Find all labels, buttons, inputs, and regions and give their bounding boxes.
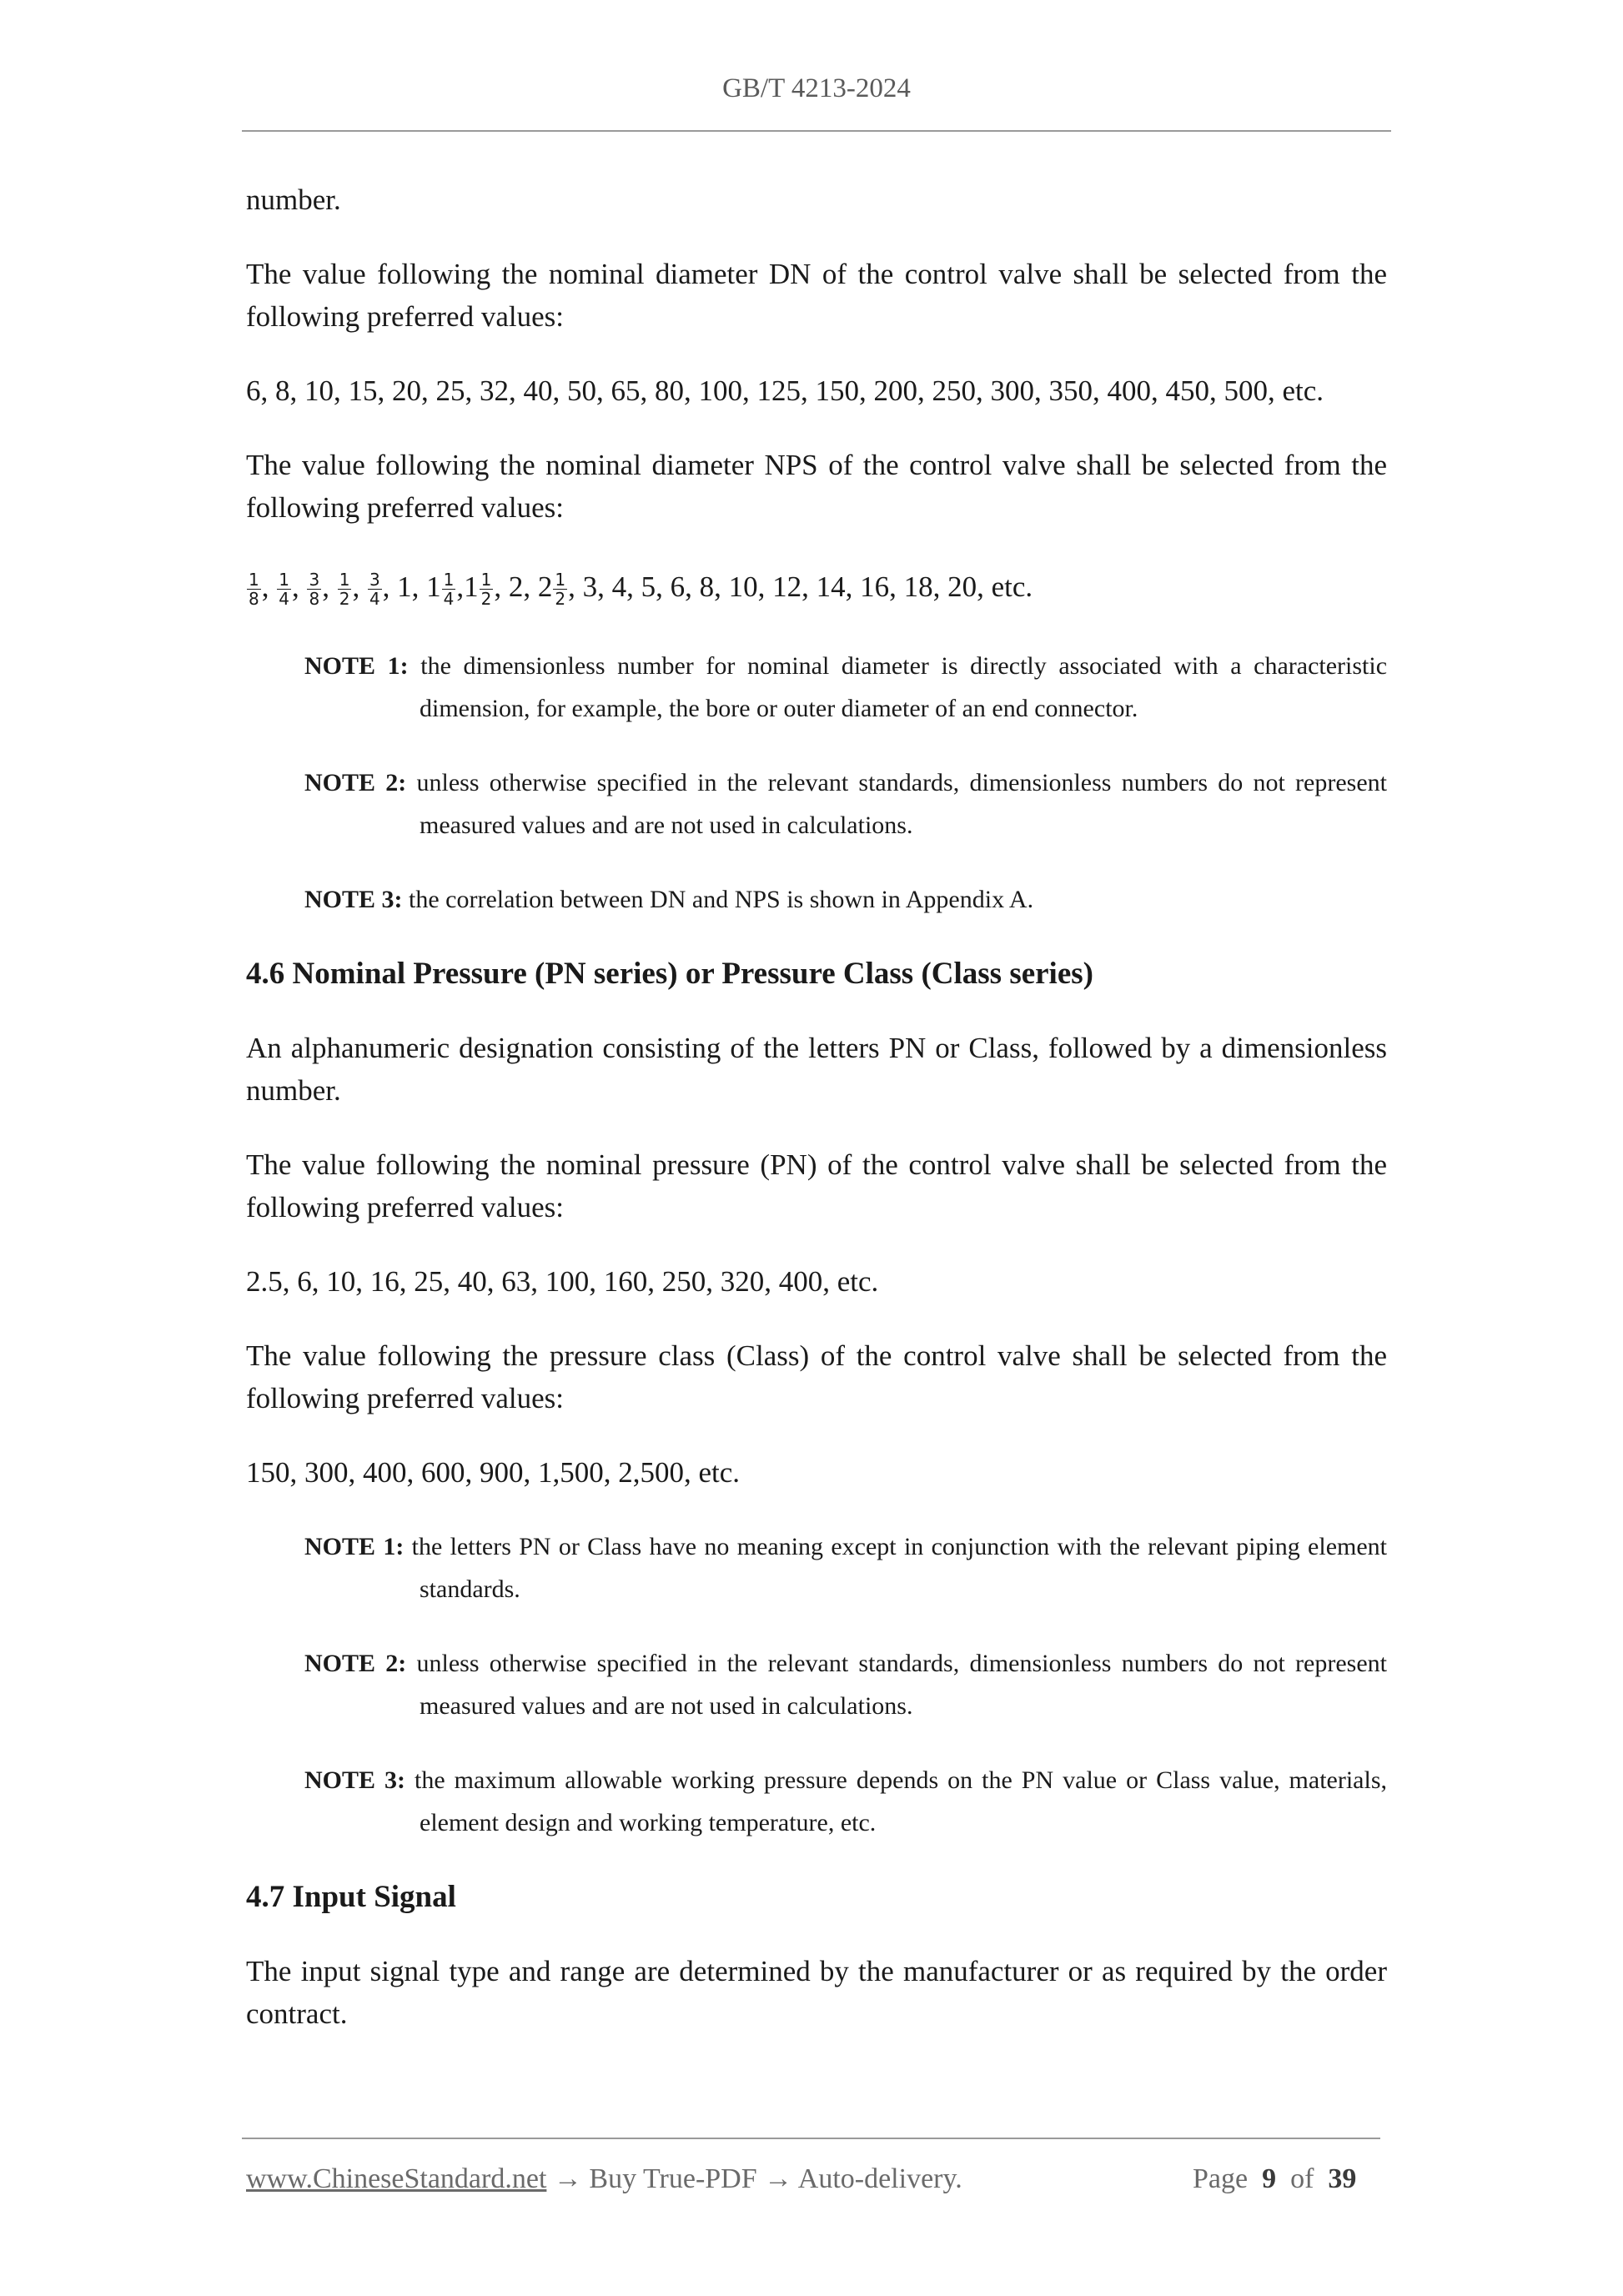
fraction-1-1-2: $\frac{1}{2}$ [480, 570, 492, 610]
nps-tail: , 3, 4, 5, 6, 8, 10, 12, 14, 16, 18, 20, etc. [568, 570, 1033, 603]
fraction-3-8: $\frac{3}{8}$ [309, 570, 320, 610]
section-heading-4-6: 4.6 Nominal Pressure (PN series) or Pressure Class (Class series) [246, 957, 1093, 992]
paragraph-pn-values: 2.5, 6, 10, 16, 25, 40, 63, 100, 160, 250, 320, 400, etc. [246, 1265, 879, 1299]
note-pressure-1: NOTE 1: the letters PN or Class have no meaning except in conjunction with the relevant piping element standards. [304, 1533, 1387, 1604]
footer-rule [242, 2138, 1380, 2139]
fraction-1-8: $\frac{1}{8}$ [249, 570, 259, 610]
page-number: Page 9 of 39 [1193, 2163, 1357, 2194]
fraction-2-1-2: $\frac{1}{2}$ [555, 570, 566, 610]
paragraph-input-signal: The input signal type and range are determined by the manufacturer or as required by the order contract. [246, 1955, 1387, 2031]
paragraph-class-intro: The value following the pressure class (Class) of the control valve shall be selected from the following preferred values: [246, 1339, 1387, 1415]
note-pressure-2: NOTE 2: unless otherwise specified in the relevant standards, dimensionless numbers do not represent measured values and are not used in calculations. [304, 1650, 1387, 1721]
fraction-1-4: $\frac{1}{4}$ [279, 570, 289, 610]
note-pressure-3: NOTE 3: the maximum allowable working pressure depends on the PN value or Class value, materials, element design and working temperature, etc. [304, 1766, 1388, 1837]
paragraph-nps-intro: The value following the nominal diameter NPS of the control valve shall be selected from the following preferred values: [246, 449, 1387, 524]
auto-delivery-text: Auto-delivery. [797, 2163, 962, 2194]
note-diameter-3: NOTE 3: the correlation between DN and NPS is shown in Appendix A. [304, 886, 1034, 914]
buy-pdf-text: Buy True-PDF [589, 2163, 757, 2194]
nps-two: 2 [508, 570, 524, 603]
paragraph-class-values: 150, 300, 400, 600, 900, 1,500, 2,500, etc. [246, 1456, 741, 1490]
header-rule [242, 130, 1391, 132]
note-diameter-1: NOTE 1: the dimensionless number for nominal diameter is directly associated with a characteristic dimension, for example, the bore or outer diameter of an end connector. [304, 652, 1388, 723]
section-heading-4-7: 4.7 Input Signal [246, 1880, 456, 1915]
note-diameter-2: NOTE 2: unless otherwise specified in the relevant standards, dimensionless numbers do not represent measured values and are not used in calculations. [304, 769, 1387, 840]
fraction-1-1-4: $\frac{1}{4}$ [443, 570, 455, 610]
footer-links: www.ChineseStandard.net → Buy True-PDF → Auto-delivery. [246, 2163, 962, 2194]
nps-one: 1 [397, 570, 412, 603]
paragraph-pn-intro: The value following the nominal pressure (PN) of the control valve shall be selected from the following preferred values: [246, 1148, 1387, 1224]
fraction-3-4: $\frac{3}{4}$ [369, 570, 380, 610]
page-content [246, 178, 1387, 2067]
paragraph-dn-intro: The value following the nominal diameter DN of the control valve shall be selected from the following preferred values: [246, 258, 1387, 333]
paragraph-dn-values: 6, 8, 10, 15, 20, 25, 32, 40, 50, 65, 80, 100, 125, 150, 200, 250, 300, 350, 400, 450, 500, etc. [246, 374, 1324, 407]
paragraph-pn-definition: An alphanumeric designation consisting of the letters PN or Class, followed by a dimensionless number. [246, 1032, 1387, 1108]
nps-values-line: $\frac{1}{8}$ , $\frac{1}{4}$ , $\frac{3}{8}$ , $\frac{1}{2}$ , $\frac{3}{4}$ , 1, 1 $\frac{1}{4}$ ,1 $\frac{1}{2}$ , 2, 2 $\frac{1}{2}$ , 3, 4, 5, 6, 8, 10, 12, 14, 16, 18, 20, etc. [249, 570, 1033, 610]
website-link[interactable]: www.ChineseStandard.net [246, 2163, 547, 2194]
fraction-1-2: $\frac{1}{2}$ [339, 570, 350, 610]
page-header-title: GB/T 4213-2024 [722, 73, 911, 103]
paragraph-number: number. [246, 183, 341, 216]
